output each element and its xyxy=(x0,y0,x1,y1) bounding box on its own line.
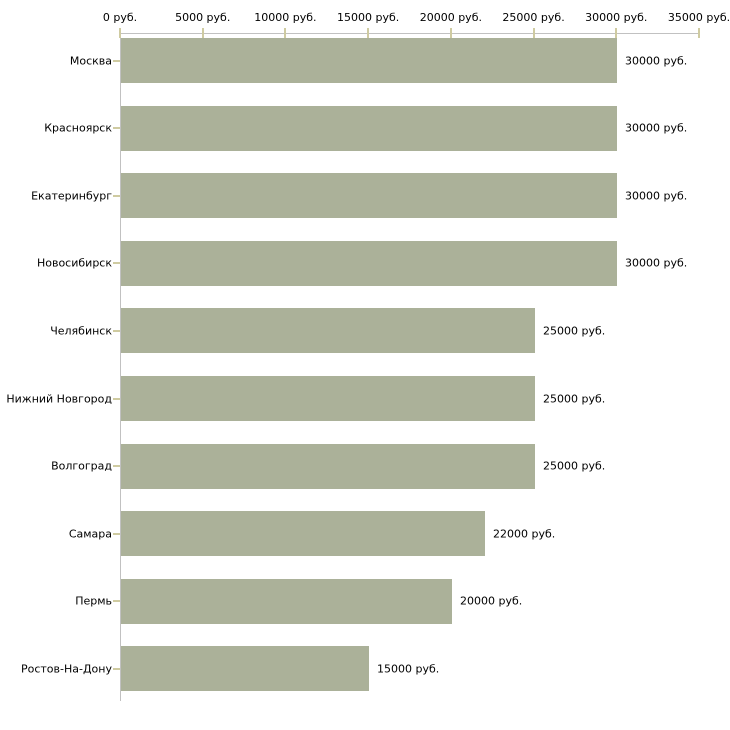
category-label: Нижний Новгород xyxy=(6,392,112,405)
category-tick xyxy=(113,533,120,535)
category-tick xyxy=(113,668,120,670)
value-label: 20000 руб. xyxy=(460,594,523,608)
x-axis-tick xyxy=(367,28,369,38)
x-axis-tick xyxy=(450,28,452,38)
value-label: 25000 руб. xyxy=(543,324,606,338)
x-axis-tick-label: 5000 руб. xyxy=(175,11,231,24)
x-axis-tick-label: 30000 руб. xyxy=(585,11,648,24)
x-axis-line xyxy=(120,33,700,34)
category-tick xyxy=(113,262,120,264)
category-label: Волгоград xyxy=(51,459,112,473)
x-axis-tick xyxy=(202,28,204,38)
bar xyxy=(121,511,485,556)
x-axis-tick xyxy=(533,28,535,38)
category-label: Ростов-На-Дону xyxy=(20,662,112,676)
x-axis-tick xyxy=(284,28,286,38)
category-label: Екатеринбург xyxy=(31,189,112,203)
category-label: Новосибирск xyxy=(36,256,112,270)
category-tick xyxy=(113,127,120,129)
value-label: 15000 руб. xyxy=(377,662,440,676)
bar xyxy=(121,376,535,421)
value-label: 30000 руб. xyxy=(625,121,688,135)
category-label: Красноярск xyxy=(44,121,112,135)
bar xyxy=(121,241,617,286)
value-label: 25000 руб. xyxy=(543,392,606,405)
category-tick xyxy=(113,398,120,400)
bar xyxy=(121,173,617,218)
category-tick xyxy=(113,60,120,62)
bar xyxy=(121,444,535,489)
bar xyxy=(121,38,617,83)
category-label: Самара xyxy=(68,527,112,541)
x-axis-tick-label: 0 руб. xyxy=(102,11,138,24)
bar xyxy=(121,308,535,353)
value-label: 30000 руб. xyxy=(625,54,688,67)
category-tick xyxy=(113,465,120,467)
category-label: Челябинск xyxy=(50,324,112,338)
value-label: 25000 руб. xyxy=(543,459,606,473)
x-axis-tick xyxy=(119,28,121,38)
x-axis-tick-label: 20000 руб. xyxy=(419,11,482,24)
bar xyxy=(121,646,369,691)
x-axis-tick-label: 15000 руб. xyxy=(337,11,400,24)
value-label: 22000 руб. xyxy=(493,527,556,541)
category-label: Пермь xyxy=(75,594,112,608)
value-label: 30000 руб. xyxy=(625,256,688,270)
x-axis-tick xyxy=(615,28,617,38)
x-axis-tick-label: 25000 руб. xyxy=(502,11,565,24)
category-tick xyxy=(113,195,120,197)
category-label: Москва xyxy=(69,54,112,67)
x-axis-tick xyxy=(698,28,700,38)
x-axis-tick-label: 35000 руб. xyxy=(667,11,730,24)
bar xyxy=(121,579,452,624)
x-axis-tick-label: 10000 руб. xyxy=(254,11,317,24)
bar xyxy=(121,106,617,151)
value-label: 30000 руб. xyxy=(625,189,688,203)
category-tick xyxy=(113,600,120,602)
category-tick xyxy=(113,330,120,332)
